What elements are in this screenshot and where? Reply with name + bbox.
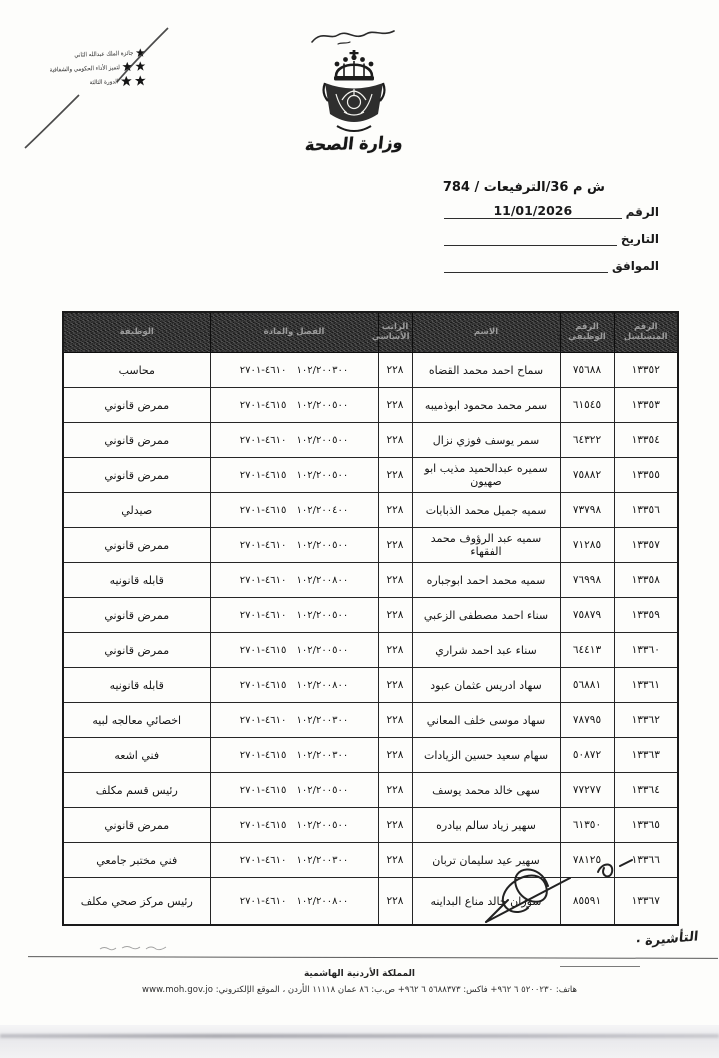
cell-employee-no: ٧٦٩٩٨ [560,563,614,598]
cell-employee-no: ٧١٢٨٥ [560,528,614,563]
cell-serial: ١٣٣٥٩ [614,598,678,633]
field-date-label: التاريخ [620,232,659,246]
illegible-micro-annotation [98,942,170,954]
cell-name: سميه جميل محمد الذبابات [412,493,560,528]
footer-divider-line [28,956,718,959]
cell-serial: ١٣٣٦٤ [614,773,678,808]
cell-employee-no: ٦٤٣٢٢ [560,423,614,458]
cell-codes: ١٠٢/٢٠٠٥٠٠ ٤٦١٠-٢٧٠١ [210,528,378,563]
table-row [63,388,678,423]
cell-serial: ١٣٣٦٥ [614,808,678,843]
cell-serial: ١٣٣٦٠ [614,633,678,668]
cell-salary: ٢٢٨ [378,458,412,493]
cell-employee-no: ٦١٣٥٠ [560,808,614,843]
cell-salary: ٢٢٨ [378,668,412,703]
table-header-row [63,312,678,353]
cell-job: ممرض قانوني [63,528,210,563]
table-row [63,668,678,703]
col-header-salary: الراتب الأساسي [378,312,412,353]
col-header-serial: الرقم المتسلسل [614,312,678,353]
note-underline [560,966,640,967]
cell-codes: ١٠٢/٢٠٠٣٠٠ ٤٦١٠-٢٧٠١ [210,353,378,388]
cell-salary: ٢٢٨ [378,738,412,773]
table-row [63,598,678,633]
cell-employee-no: ٧٨١٢٥ [560,843,614,878]
cell-job: ممرض قانوني [63,458,210,493]
cell-serial: ١٣٣٦٣ [614,738,678,773]
top-calligraphy-squiggle [308,24,398,50]
table-row [63,563,678,598]
cell-salary: ٢٢٨ [378,633,412,668]
col-header-codes: الفصل والمادة [210,312,378,353]
signature-scribble [452,856,652,940]
field-corresponding-label: الموافق [612,259,659,273]
cell-name: سميه عبد الرؤوف محمد الفقهاء [412,528,560,563]
table-row [63,353,678,388]
handwritten-note: التأشيرة · [635,929,699,950]
table-row [63,773,678,808]
field-number-value: 11/01/2026 [444,203,622,219]
cell-salary: ٢٢٨ [378,878,412,926]
table-header [63,312,678,353]
cell-codes: ١٠٢/٢٠٠٥٠٠ ٤٦١٥-٢٧٠١ [210,773,378,808]
cell-salary: ٢٢٨ [378,528,412,563]
cell-name: سهاد موسى خلف المعاني [412,703,560,738]
promotions-table [62,311,679,926]
cell-name: سهى خالد محمد يوسف [412,773,560,808]
cell-employee-no: ٥٦٨٨١ [560,668,614,703]
award-stamp-line-3: الدورة الثالثة [89,78,119,87]
cell-name: سناء عبد احمد شراري [412,633,560,668]
field-date-value [444,231,617,246]
cell-codes: ١٠٢/٢٠٠٥٠٠ ٤٦١٥-٢٧٠١ [210,458,378,493]
ministry-calligraphy: وزارة الصحة [304,132,404,155]
table-row [63,458,678,493]
cell-codes: ١٠٢/٢٠٠٨٠٠ ٤٦١٠-٢٧٠١ [210,878,378,926]
cell-name: سميره عبدالحميد مذيب ابو صهيون [412,458,560,493]
cell-salary: ٢٢٨ [378,388,412,423]
cell-codes: ١٠٢/٢٠٠٣٠٠ ٤٦١٠-٢٧٠١ [210,843,378,878]
cell-serial: ١٣٣٥٢ [614,353,678,388]
cell-employee-no: ٥٠٨٧٢ [560,738,614,773]
cell-salary: ٢٢٨ [378,843,412,878]
cell-salary: ٢٢٨ [378,808,412,843]
award-stamp-line-2: لتميز الأداء الحكومي والشفافية [49,64,121,74]
cell-salary: ٢٢٨ [378,703,412,738]
table-row [63,808,678,843]
cell-serial: ١٣٣٥٤ [614,423,678,458]
cell-name: سماح احمد محمد القضاه [412,353,560,388]
cell-name: سوزان خالد مناع البداينه [412,878,560,926]
cell-codes: ١٠٢/٢٠٠٥٠٠ ٤٦١٠-٢٧٠١ [210,598,378,633]
cell-name: سميه محمد احمد ابوجباره [412,563,560,598]
field-number-label: الرقم [625,205,659,219]
cell-job: ممرض قانوني [63,423,210,458]
table-row [63,633,678,668]
cell-codes: ١٠٢/٢٠٠٨٠٠ ٤٦١٠-٢٧٠١ [210,563,378,598]
cell-employee-no: ٦١٥٤٥ [560,388,614,423]
field-date [444,231,659,246]
cell-job: اخصائي معالجه لبيه [63,703,210,738]
cell-job: فني اشعه [63,738,210,773]
cell-job: صيدلي [63,493,210,528]
cell-codes: ١٠٢/٢٠٠٤٠٠ ٤٦١٥-٢٧٠١ [210,493,378,528]
cell-employee-no: ٨٥٥٩١ [560,878,614,926]
cell-serial: ١٣٣٥٦ [614,493,678,528]
cell-salary: ٢٢٨ [378,598,412,633]
cell-job: قابله قانونيه [63,563,210,598]
cell-job: ممرض قانوني [63,808,210,843]
col-header-employee-no: الرقم الوظيفي [560,312,614,353]
scan-stroke-artifacts [0,0,240,170]
cell-employee-no: ٧٥٨٧٩ [560,598,614,633]
col-header-name: الاسم [412,312,560,353]
footer-contact-line: هاتف: ٥٢٠٠٢٣٠ ٦ ٩٦٢+ فاكس: ٥٦٨٨٣٧٣ ٦ ٩٦٢+ ص.ب: ٨٦ عمان ١١١١٨ الأردن ، الموقع الإلكتروني: www.moh.gov.jo [142,985,577,995]
cell-serial: ١٣٣٦٢ [614,703,678,738]
cell-employee-no: ٧٣٧٩٨ [560,493,614,528]
table-body [63,353,678,926]
scanner-smudge-line [0,1034,719,1038]
cell-job: فني مختبر جامعي [63,843,210,878]
cell-name: سهام سعيد حسين الزيادات [412,738,560,773]
scanner-edge-band [0,1025,719,1058]
cell-serial: ١٣٣٥٧ [614,528,678,563]
cell-codes: ١٠٢/٢٠٠٨٠٠ ٤٦١٥-٢٧٠١ [210,668,378,703]
award-stamp-line-1: جائزة الملك عبدالله الثاني [74,50,134,59]
field-corresponding-value [444,258,608,273]
cell-name: سهير زياد سالم بيادره [412,808,560,843]
cell-serial: ١٣٣٥٣ [614,388,678,423]
cell-employee-no: ٧٨٧٩٥ [560,703,614,738]
field-corresponding [444,258,659,273]
jordan-coat-of-arms-icon [317,50,391,134]
cell-employee-no: ٧٧٢٧٧ [560,773,614,808]
cell-codes: ١٠٢/٢٠٠٥٠٠ ٤٦١٥-٢٧٠١ [210,388,378,423]
cell-serial: ١٣٣٦٧ [614,878,678,926]
cell-serial: ١٣٣٦١ [614,668,678,703]
table-row [63,493,678,528]
cell-serial: ١٣٣٥٨ [614,563,678,598]
cell-salary: ٢٢٨ [378,423,412,458]
cell-salary: ٢٢٨ [378,563,412,598]
reference-number: ش م 36/الترفيعات / 784 [442,180,605,195]
cell-job: ممرض قانوني [63,633,210,668]
cell-employee-no: ٧٥٨٨٢ [560,458,614,493]
cell-job: رئيس قسم مكلف [63,773,210,808]
cell-employee-no: ٧٥٦٨٨ [560,353,614,388]
cell-codes: ١٠٢/٢٠٠٣٠٠ ٤٦١٥-٢٧٠١ [210,738,378,773]
cell-employee-no: ٦٤٤١٣ [560,633,614,668]
cell-job: قابله قانونيه [63,668,210,703]
cell-name: سمر يوسف فوزي نزال [412,423,560,458]
table-row [63,423,678,458]
col-header-job: الوظيفة [63,312,210,353]
cell-job: رئيس مركز صحي مكلف [63,878,210,926]
cell-name: سهاد ادريس عثمان عبود [412,668,560,703]
cell-salary: ٢٢٨ [378,493,412,528]
cell-codes: ١٠٢/٢٠٠٥٠٠ ٤٦١٠-٢٧٠١ [210,423,378,458]
table-row [63,703,678,738]
cell-job: ممرض قانوني [63,598,210,633]
cell-codes: ١٠٢/٢٠٠٣٠٠ ٤٦١٠-٢٧٠١ [210,703,378,738]
cell-job: ممرض قانوني [63,388,210,423]
cell-salary: ٢٢٨ [378,773,412,808]
cell-name: سهير عيد سليمان تربان [412,843,560,878]
cell-salary: ٢٢٨ [378,353,412,388]
cell-job: محاسب [63,353,210,388]
cell-codes: ١٠٢/٢٠٠٥٠٠ ٤٦١٥-٢٧٠١ [210,808,378,843]
footer-kingdom-title: المملكة الأردنية الهاشمية [303,969,416,979]
cell-serial: ١٣٣٥٥ [614,458,678,493]
cell-name: سناء احمد مصطفى الزعبي [412,598,560,633]
table-row [63,738,678,773]
cell-codes: ١٠٢/٢٠٠٥٠٠ ٤٦١٥-٢٧٠١ [210,633,378,668]
cell-serial: ١٣٣٦٦ [614,843,678,878]
table-row [63,528,678,563]
field-number [444,203,659,219]
cell-name: سمر محمد محمود ابوذميبه [412,388,560,423]
